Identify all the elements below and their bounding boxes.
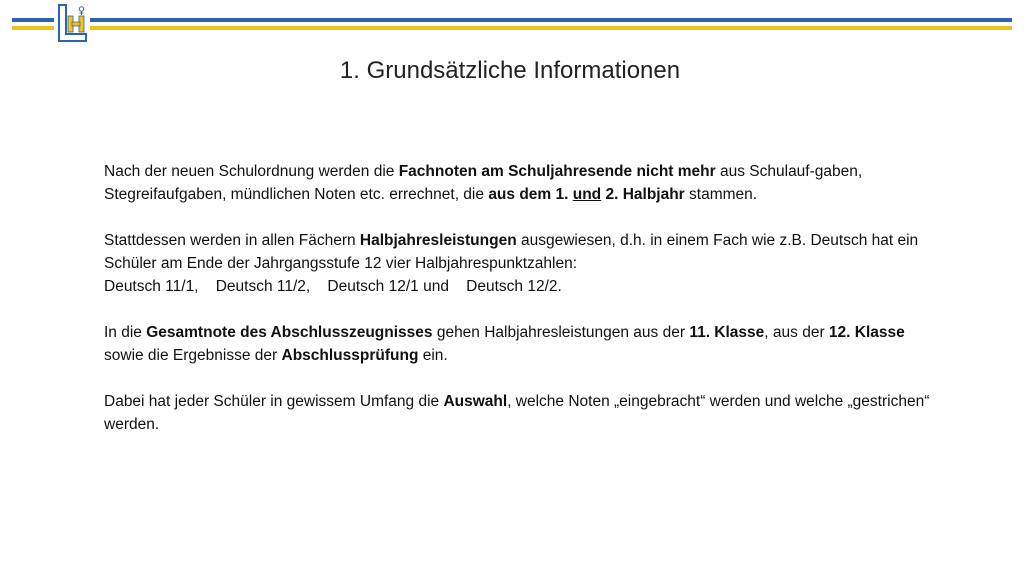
paragraph-gesamtnote [104, 321, 934, 367]
text-span: stammen. [684, 186, 758, 203]
text-span: In die [104, 324, 147, 341]
header-stripe-yellow-left [12, 26, 54, 30]
header-stripe-blue-left [12, 18, 54, 22]
bold-span: Gesamtnote des Abschlusszeugnisses [146, 324, 433, 341]
school-logo [56, 4, 88, 42]
page-title: 1. Grundsätzliche Informationen [339, 57, 681, 84]
bold-span: Abschlussprüfung [281, 347, 419, 364]
text-span: Stattdessen werden in allen Fächern [104, 232, 360, 249]
text-span: aus Schulauf-gaben, Stegreifaufgaben, mündlichen Noten etc. errechnet, die [104, 163, 863, 203]
bold-span: 12. Klasse [828, 324, 905, 341]
text-span: Nach der neuen Schulordnung werden die [104, 163, 399, 180]
text-span: , aus der [764, 324, 829, 341]
bold-span: 2. Halbjahr [605, 186, 685, 203]
paragraph-halbjahresleistungen [104, 229, 934, 298]
header-stripe-blue-right [90, 18, 1012, 22]
bold-span: Fachnoten am Schuljahresende nicht mehr [398, 163, 716, 180]
body-text [104, 160, 934, 436]
bold-span: aus dem 1. [488, 186, 569, 203]
paragraph-fachnoten [104, 160, 934, 206]
paragraph-auswahl [104, 390, 934, 436]
text-span: Dabei hat jeder Schüler in gewissem Umfang die [104, 393, 444, 410]
text-span: Deutsch 11/1, Deutsch 11/2, Deutsch 12/1 und Deutsch 12/2. [104, 278, 562, 295]
text-span: ein. [418, 347, 448, 364]
text-span: gehen Halbjahresleistungen aus der [432, 324, 690, 341]
bold-span: 11. Klasse [689, 324, 765, 341]
bold-underlined-span: und [572, 186, 602, 203]
text-span: , welche Noten „eingebracht“ werden und welche „gestrichen“ werden. [104, 393, 930, 433]
bold-span: Halbjahresleistungen [359, 232, 517, 249]
text-span: ausgewiesen, d.h. in einem Fach wie z.B. Deutsch hat ein Schüler am Ende der Jahrgangsstufe 12 vier Halbjahrespunktzahlen: [104, 232, 919, 272]
text-span: sowie die Ergebnisse der [104, 347, 282, 364]
bold-span: Auswahl [443, 393, 508, 410]
header-stripe-yellow-right [90, 26, 1012, 30]
